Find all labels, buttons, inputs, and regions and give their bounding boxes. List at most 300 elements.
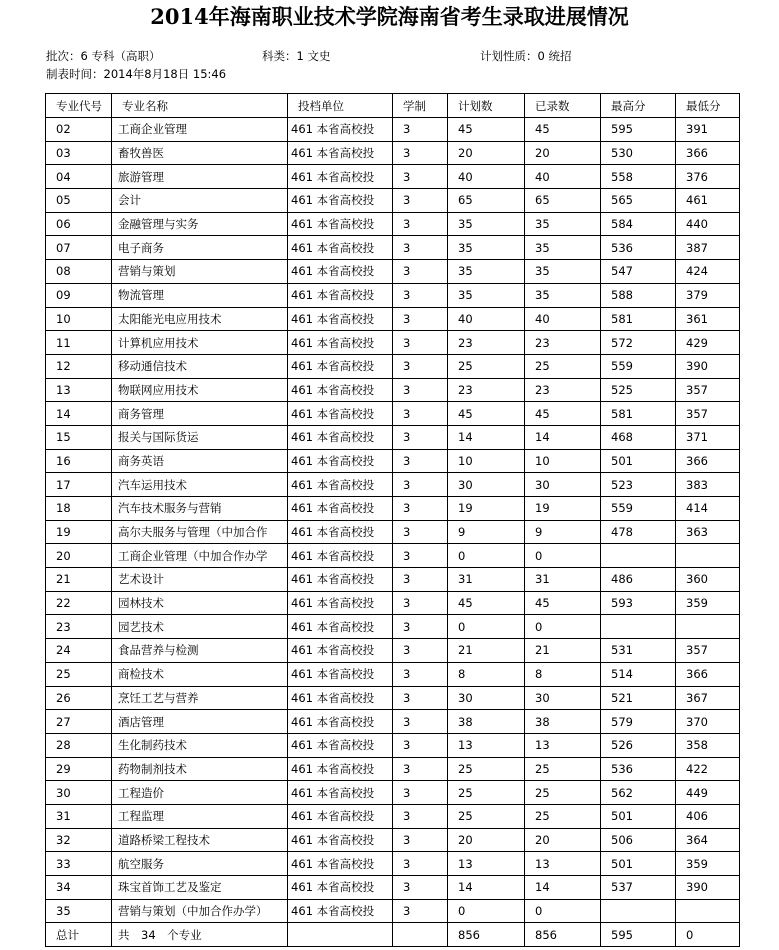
table-row: [46, 212, 740, 236]
admitted-count: 25: [525, 781, 601, 805]
max-score: 562: [601, 781, 676, 805]
plan-count: 35: [448, 283, 525, 307]
table-row: [46, 615, 740, 639]
submission-unit: 461 本省高校投: [288, 378, 393, 402]
plan-count: 19: [448, 497, 525, 521]
major-code: 32: [46, 828, 112, 852]
major-name: 药物制剂技术: [112, 757, 288, 781]
table-row: [46, 497, 740, 521]
admitted-count: 25: [525, 804, 601, 828]
table-row: [46, 733, 740, 757]
submission-unit: 461 本省高校投: [288, 425, 393, 449]
admitted-count: 23: [525, 331, 601, 355]
max-score: 530: [601, 141, 676, 165]
plan-count: 25: [448, 354, 525, 378]
min-score: 390: [676, 876, 740, 900]
table-row: [46, 828, 740, 852]
table-row: [46, 118, 740, 142]
page-title: 2014年海南职业技术学院海南省考生录取进展情况: [150, 4, 629, 29]
submission-unit: 461 本省高校投: [288, 710, 393, 734]
submission-unit: 461 本省高校投: [288, 449, 393, 473]
major-name: 物联网应用技术: [112, 378, 288, 402]
major-code: 15: [46, 425, 112, 449]
major-name: 旅游管理: [112, 165, 288, 189]
max-score: 468: [601, 425, 676, 449]
plan-count: 35: [448, 236, 525, 260]
table-row: [46, 899, 740, 923]
min-score: 359: [676, 852, 740, 876]
min-score: 366: [676, 662, 740, 686]
submission-unit: 461 本省高校投: [288, 473, 393, 497]
admitted-count: 45: [525, 591, 601, 615]
major-code: 12: [46, 354, 112, 378]
submission-unit: 461 本省高校投: [288, 852, 393, 876]
duration: 3: [393, 757, 448, 781]
admitted-count: 14: [525, 425, 601, 449]
submission-unit: 461 本省高校投: [288, 331, 393, 355]
max-score: 584: [601, 212, 676, 236]
min-score: 461: [676, 189, 740, 213]
max-score: 531: [601, 639, 676, 663]
min-score: 422: [676, 757, 740, 781]
timestamp-label: 制表时间：2014年8月18日 15:46: [46, 67, 227, 81]
max-score: 501: [601, 449, 676, 473]
table-row: [46, 165, 740, 189]
duration: 3: [393, 449, 448, 473]
max-score: 537: [601, 876, 676, 900]
admitted-count: 13: [525, 852, 601, 876]
plan-count: 31: [448, 568, 525, 592]
major-code: 17: [46, 473, 112, 497]
plan-count: 14: [448, 876, 525, 900]
admitted-count: 35: [525, 260, 601, 284]
total-plan: 856: [448, 923, 525, 947]
major-name: 营销与策划: [112, 260, 288, 284]
submission-unit: 461 本省高校投: [288, 686, 393, 710]
submission-unit: 461 本省高校投: [288, 591, 393, 615]
major-name: 移动通信技术: [112, 354, 288, 378]
plan-type-label: 计划性质：0 统招: [480, 49, 572, 63]
max-score: 486: [601, 568, 676, 592]
min-score: 371: [676, 425, 740, 449]
submission-unit: 461 本省高校投: [288, 781, 393, 805]
major-code: 03: [46, 141, 112, 165]
min-score: 357: [676, 402, 740, 426]
min-score: 429: [676, 331, 740, 355]
duration: 3: [393, 876, 448, 900]
min-score: 363: [676, 520, 740, 544]
table-row: [46, 662, 740, 686]
major-code: 31: [46, 804, 112, 828]
major-code: 14: [46, 402, 112, 426]
table-row: [46, 686, 740, 710]
submission-unit: 461 本省高校投: [288, 141, 393, 165]
plan-count: 45: [448, 402, 525, 426]
table-row: [46, 520, 740, 544]
plan-count: 13: [448, 733, 525, 757]
total-unit: [288, 923, 393, 947]
admitted-count: 25: [525, 354, 601, 378]
major-name: 商检技术: [112, 662, 288, 686]
max-score: 581: [601, 402, 676, 426]
column-header: 专业名称: [112, 94, 288, 118]
submission-unit: 461 本省高校投: [288, 662, 393, 686]
major-name: 工商企业管理（中加合作办学: [112, 544, 288, 568]
max-score: 523: [601, 473, 676, 497]
duration: 3: [393, 899, 448, 923]
table-row: [46, 568, 740, 592]
table-row: [46, 757, 740, 781]
table-header-row: [46, 94, 740, 118]
submission-unit: 461 本省高校投: [288, 804, 393, 828]
duration: 3: [393, 402, 448, 426]
table-row: [46, 331, 740, 355]
duration: 3: [393, 828, 448, 852]
max-score: 478: [601, 520, 676, 544]
max-score: 536: [601, 236, 676, 260]
major-code: 07: [46, 236, 112, 260]
min-score: 360: [676, 568, 740, 592]
table-row: [46, 141, 740, 165]
min-score: 370: [676, 710, 740, 734]
admitted-count: 45: [525, 402, 601, 426]
duration: 3: [393, 473, 448, 497]
major-name: 营销与策划（中加合作办学）: [112, 899, 288, 923]
major-code: 06: [46, 212, 112, 236]
major-code: 35: [46, 899, 112, 923]
duration: 3: [393, 520, 448, 544]
duration: 3: [393, 662, 448, 686]
plan-count: 30: [448, 473, 525, 497]
submission-unit: 461 本省高校投: [288, 876, 393, 900]
major-name: 商务管理: [112, 402, 288, 426]
total-years: [393, 923, 448, 947]
plan-count: 65: [448, 189, 525, 213]
admitted-count: 30: [525, 473, 601, 497]
table-row: [46, 804, 740, 828]
table-row: [46, 473, 740, 497]
submission-unit: 461 本省高校投: [288, 236, 393, 260]
min-score: 383: [676, 473, 740, 497]
plan-count: 45: [448, 118, 525, 142]
major-code: 05: [46, 189, 112, 213]
major-code: 16: [46, 449, 112, 473]
admitted-count: 21: [525, 639, 601, 663]
max-score: [601, 544, 676, 568]
table-row: [46, 710, 740, 734]
table-row: [46, 307, 740, 331]
major-name: 电子商务: [112, 236, 288, 260]
duration: 3: [393, 639, 448, 663]
major-code: 02: [46, 118, 112, 142]
submission-unit: 461 本省高校投: [288, 828, 393, 852]
min-score: 406: [676, 804, 740, 828]
major-code: 25: [46, 662, 112, 686]
admitted-count: 20: [525, 141, 601, 165]
major-name: 园艺技术: [112, 615, 288, 639]
table-row: [46, 378, 740, 402]
duration: 3: [393, 804, 448, 828]
column-header: 已录数: [525, 94, 601, 118]
total-row: [46, 923, 740, 947]
table-row: [46, 852, 740, 876]
plan-count: 35: [448, 260, 525, 284]
plan-count: 25: [448, 781, 525, 805]
major-code: 22: [46, 591, 112, 615]
max-score: 572: [601, 331, 676, 355]
max-score: 565: [601, 189, 676, 213]
admitted-count: 35: [525, 212, 601, 236]
max-score: 501: [601, 804, 676, 828]
total-max-score: 595: [601, 923, 676, 947]
max-score: 514: [601, 662, 676, 686]
table-row: [46, 449, 740, 473]
duration: 3: [393, 212, 448, 236]
column-header: 最高分: [601, 94, 676, 118]
duration: 3: [393, 733, 448, 757]
min-score: [676, 615, 740, 639]
max-score: 581: [601, 307, 676, 331]
max-score: 595: [601, 118, 676, 142]
min-score: [676, 899, 740, 923]
total-admitted: 856: [525, 923, 601, 947]
plan-count: 20: [448, 141, 525, 165]
duration: 3: [393, 118, 448, 142]
major-code: 27: [46, 710, 112, 734]
admitted-count: 0: [525, 615, 601, 639]
major-name: 畜牧兽医: [112, 141, 288, 165]
min-score: 390: [676, 354, 740, 378]
admitted-count: 65: [525, 189, 601, 213]
max-score: 536: [601, 757, 676, 781]
submission-unit: 461 本省高校投: [288, 639, 393, 663]
admitted-count: 10: [525, 449, 601, 473]
min-score: 376: [676, 165, 740, 189]
major-name: 汽车技术服务与营销: [112, 497, 288, 521]
min-score: 364: [676, 828, 740, 852]
submission-unit: 461 本省高校投: [288, 733, 393, 757]
submission-unit: 461 本省高校投: [288, 212, 393, 236]
major-code: 24: [46, 639, 112, 663]
table-row: [46, 402, 740, 426]
major-code: 13: [46, 378, 112, 402]
plan-count: 40: [448, 165, 525, 189]
max-score: [601, 899, 676, 923]
category-label: 科类：1 文史: [262, 49, 331, 63]
major-code: 29: [46, 757, 112, 781]
admitted-count: 0: [525, 544, 601, 568]
duration: 3: [393, 236, 448, 260]
admitted-count: 0: [525, 899, 601, 923]
min-score: 387: [676, 236, 740, 260]
major-name: 航空服务: [112, 852, 288, 876]
admitted-count: 25: [525, 757, 601, 781]
major-name: 金融管理与实务: [112, 212, 288, 236]
plan-count: 10: [448, 449, 525, 473]
major-name: 园林技术: [112, 591, 288, 615]
admitted-count: 19: [525, 497, 601, 521]
admitted-count: 9: [525, 520, 601, 544]
admitted-count: 23: [525, 378, 601, 402]
plan-count: 20: [448, 828, 525, 852]
major-code: 04: [46, 165, 112, 189]
major-code: 11: [46, 331, 112, 355]
plan-count: 21: [448, 639, 525, 663]
submission-unit: 461 本省高校投: [288, 544, 393, 568]
plan-count: 25: [448, 757, 525, 781]
major-code: 08: [46, 260, 112, 284]
major-name: 工商企业管理: [112, 118, 288, 142]
duration: 3: [393, 331, 448, 355]
duration: 3: [393, 544, 448, 568]
admitted-count: 8: [525, 662, 601, 686]
plan-count: 35: [448, 212, 525, 236]
major-name: 食品营养与检测: [112, 639, 288, 663]
plan-count: 0: [448, 899, 525, 923]
duration: 3: [393, 568, 448, 592]
admission-table: [45, 93, 740, 947]
major-code: 20: [46, 544, 112, 568]
duration: 3: [393, 852, 448, 876]
table-row: [46, 189, 740, 213]
admitted-count: 38: [525, 710, 601, 734]
table-row: [46, 876, 740, 900]
table-row: [46, 283, 740, 307]
min-score: 357: [676, 639, 740, 663]
max-score: 547: [601, 260, 676, 284]
admitted-count: 31: [525, 568, 601, 592]
plan-count: 25: [448, 804, 525, 828]
plan-count: 9: [448, 520, 525, 544]
major-name: 汽车运用技术: [112, 473, 288, 497]
major-name: 生化制药技术: [112, 733, 288, 757]
table-row: [46, 639, 740, 663]
min-score: 367: [676, 686, 740, 710]
major-name: 珠宝首饰工艺及鉴定: [112, 876, 288, 900]
admitted-count: 45: [525, 118, 601, 142]
min-score: 414: [676, 497, 740, 521]
duration: 3: [393, 497, 448, 521]
admitted-count: 30: [525, 686, 601, 710]
table-row: [46, 591, 740, 615]
major-name: 物流管理: [112, 283, 288, 307]
admitted-count: 20: [525, 828, 601, 852]
min-score: 357: [676, 378, 740, 402]
max-score: 501: [601, 852, 676, 876]
submission-unit: 461 本省高校投: [288, 899, 393, 923]
submission-unit: 461 本省高校投: [288, 497, 393, 521]
major-name: 道路桥梁工程技术: [112, 828, 288, 852]
table-row: [46, 544, 740, 568]
submission-unit: 461 本省高校投: [288, 165, 393, 189]
max-score: 593: [601, 591, 676, 615]
max-score: 526: [601, 733, 676, 757]
plan-count: 23: [448, 378, 525, 402]
min-score: 379: [676, 283, 740, 307]
submission-unit: 461 本省高校投: [288, 283, 393, 307]
table-row: [46, 425, 740, 449]
duration: 3: [393, 710, 448, 734]
min-score: [676, 544, 740, 568]
major-code: 26: [46, 686, 112, 710]
column-header: 学制: [393, 94, 448, 118]
table-row: [46, 781, 740, 805]
plan-count: 23: [448, 331, 525, 355]
submission-unit: 461 本省高校投: [288, 260, 393, 284]
duration: 3: [393, 781, 448, 805]
total-major-count: 共 34 个专业: [112, 923, 288, 947]
max-score: 588: [601, 283, 676, 307]
major-code: 30: [46, 781, 112, 805]
major-name: 太阳能光电应用技术: [112, 307, 288, 331]
submission-unit: 461 本省高校投: [288, 757, 393, 781]
min-score: 449: [676, 781, 740, 805]
min-score: 366: [676, 449, 740, 473]
submission-unit: 461 本省高校投: [288, 520, 393, 544]
total-label: 总计: [46, 923, 112, 947]
min-score: 424: [676, 260, 740, 284]
table-row: [46, 354, 740, 378]
plan-count: 13: [448, 852, 525, 876]
duration: 3: [393, 615, 448, 639]
major-name: 报关与国际货运: [112, 425, 288, 449]
duration: 3: [393, 354, 448, 378]
min-score: 440: [676, 212, 740, 236]
submission-unit: 461 本省高校投: [288, 568, 393, 592]
duration: 3: [393, 686, 448, 710]
plan-count: 8: [448, 662, 525, 686]
major-name: 商务英语: [112, 449, 288, 473]
admitted-count: 40: [525, 165, 601, 189]
table-row: [46, 260, 740, 284]
major-code: 33: [46, 852, 112, 876]
min-score: 366: [676, 141, 740, 165]
admitted-count: 35: [525, 283, 601, 307]
max-score: 525: [601, 378, 676, 402]
total-min-score: 0: [676, 923, 740, 947]
major-name: 会计: [112, 189, 288, 213]
min-score: 361: [676, 307, 740, 331]
plan-count: 45: [448, 591, 525, 615]
major-code: 28: [46, 733, 112, 757]
major-code: 34: [46, 876, 112, 900]
duration: 3: [393, 591, 448, 615]
batch-label: 批次：6 专科（高职）: [46, 49, 161, 63]
column-header: 投档单位: [288, 94, 393, 118]
column-header: 专业代号: [46, 94, 112, 118]
table-row: [46, 236, 740, 260]
max-score: 559: [601, 497, 676, 521]
column-header: 计划数: [448, 94, 525, 118]
plan-count: 40: [448, 307, 525, 331]
major-code: 21: [46, 568, 112, 592]
max-score: 506: [601, 828, 676, 852]
duration: 3: [393, 260, 448, 284]
min-score: 358: [676, 733, 740, 757]
min-score: 391: [676, 118, 740, 142]
submission-unit: 461 本省高校投: [288, 118, 393, 142]
plan-count: 0: [448, 615, 525, 639]
max-score: 559: [601, 354, 676, 378]
duration: 3: [393, 141, 448, 165]
admitted-count: 35: [525, 236, 601, 260]
admitted-count: 13: [525, 733, 601, 757]
major-name: 酒店管理: [112, 710, 288, 734]
submission-unit: 461 本省高校投: [288, 354, 393, 378]
major-name: 计算机应用技术: [112, 331, 288, 355]
major-name: 高尔夫服务与管理（中加合作: [112, 520, 288, 544]
column-header: 最低分: [676, 94, 740, 118]
